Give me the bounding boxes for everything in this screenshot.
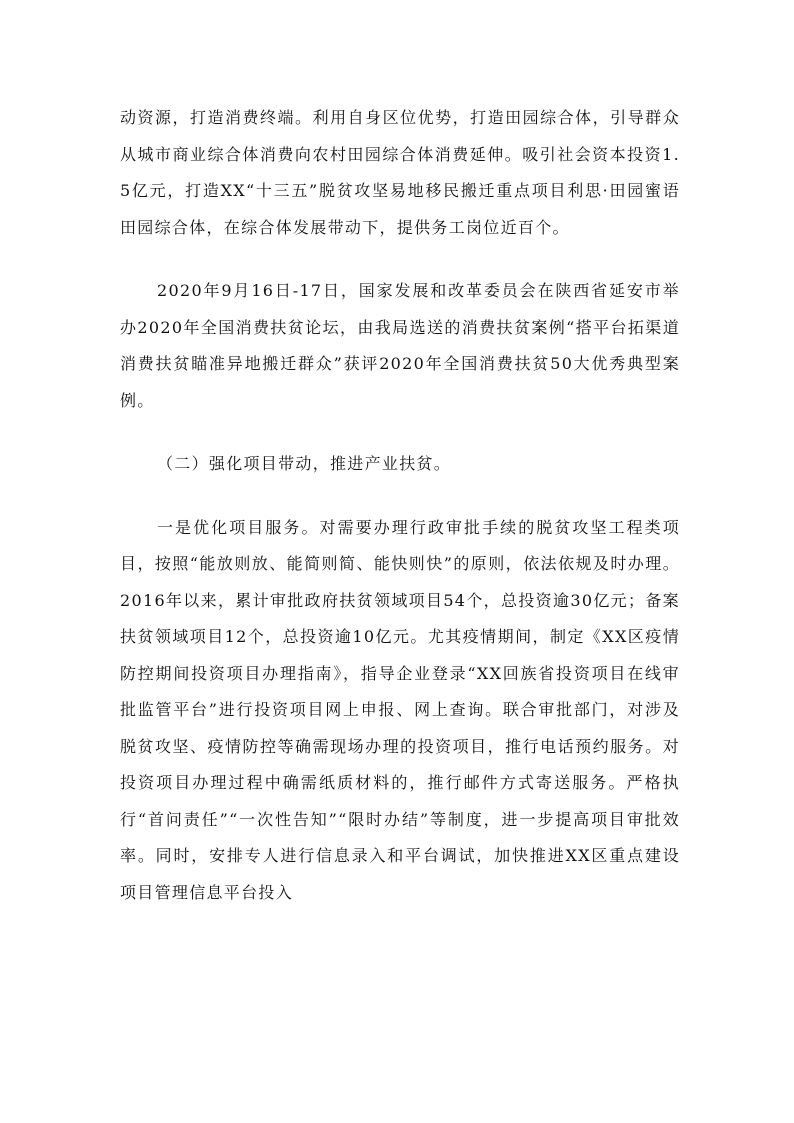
paragraph-project-service: 一是优化项目服务。对需要办理行政审批手续的脱贫攻坚工程类项目，按照“能放则放、能简则简、能快则快”的原则，依法依规及时办理。2016年以来，累计审批政府扶贫领域项目54个，总投资逾30亿元；备案扶贫领域项目12个，总投资逾10亿元。尤其疫情期间，制定《XX区疫情防控期间投资项目办理指南》，指导企业登录“XX回族省投资项目在线审批监管平台”进行投资项目网上申报、网上查询。联合审批部门，对涉及脱贫攻坚、疫情防控等确需现场办理的投资项目，推行电话预约服务。对投资项目办理过程中确需纸质材料的，推行邮件方式寄送服务。严格执行“首问责任”“一次性告知”“限时办结”等制度，进一步提高项目审批效率。同时，安排专人进行信息录入和平台调试，加快推进XX区重点建设项目管理信息平台投入 xyxy=(120,517,680,902)
paragraph-continuation: 动资源，打造消费终端。利用自身区位优势，打造田园综合体，引导群众从城市商业综合体消费向农村田园综合体消费延伸。吸引社会资本投资1.5亿元，打造XX“十三五”脱贫攻坚易地移民搬迁重点项目利思·田园蜜语田园综合体，在综合体发展带动下，提供务工岗位近百个。 xyxy=(120,108,680,237)
section-heading: （二）强化项目带动，推进产业扶贫。 xyxy=(157,454,452,473)
document-body xyxy=(120,100,680,911)
paragraph-consumption-forum: 2020年9月16日-17日，国家发展和改革委员会在陕西省延安市举办2020年全国消费扶贫论坛，由我局选送的消费扶贫案例“搭平台拓渠道消费扶贫瞄准异地搬迁群众”获评2020年全国消费扶贫50大优秀典型案例。 xyxy=(120,281,680,410)
